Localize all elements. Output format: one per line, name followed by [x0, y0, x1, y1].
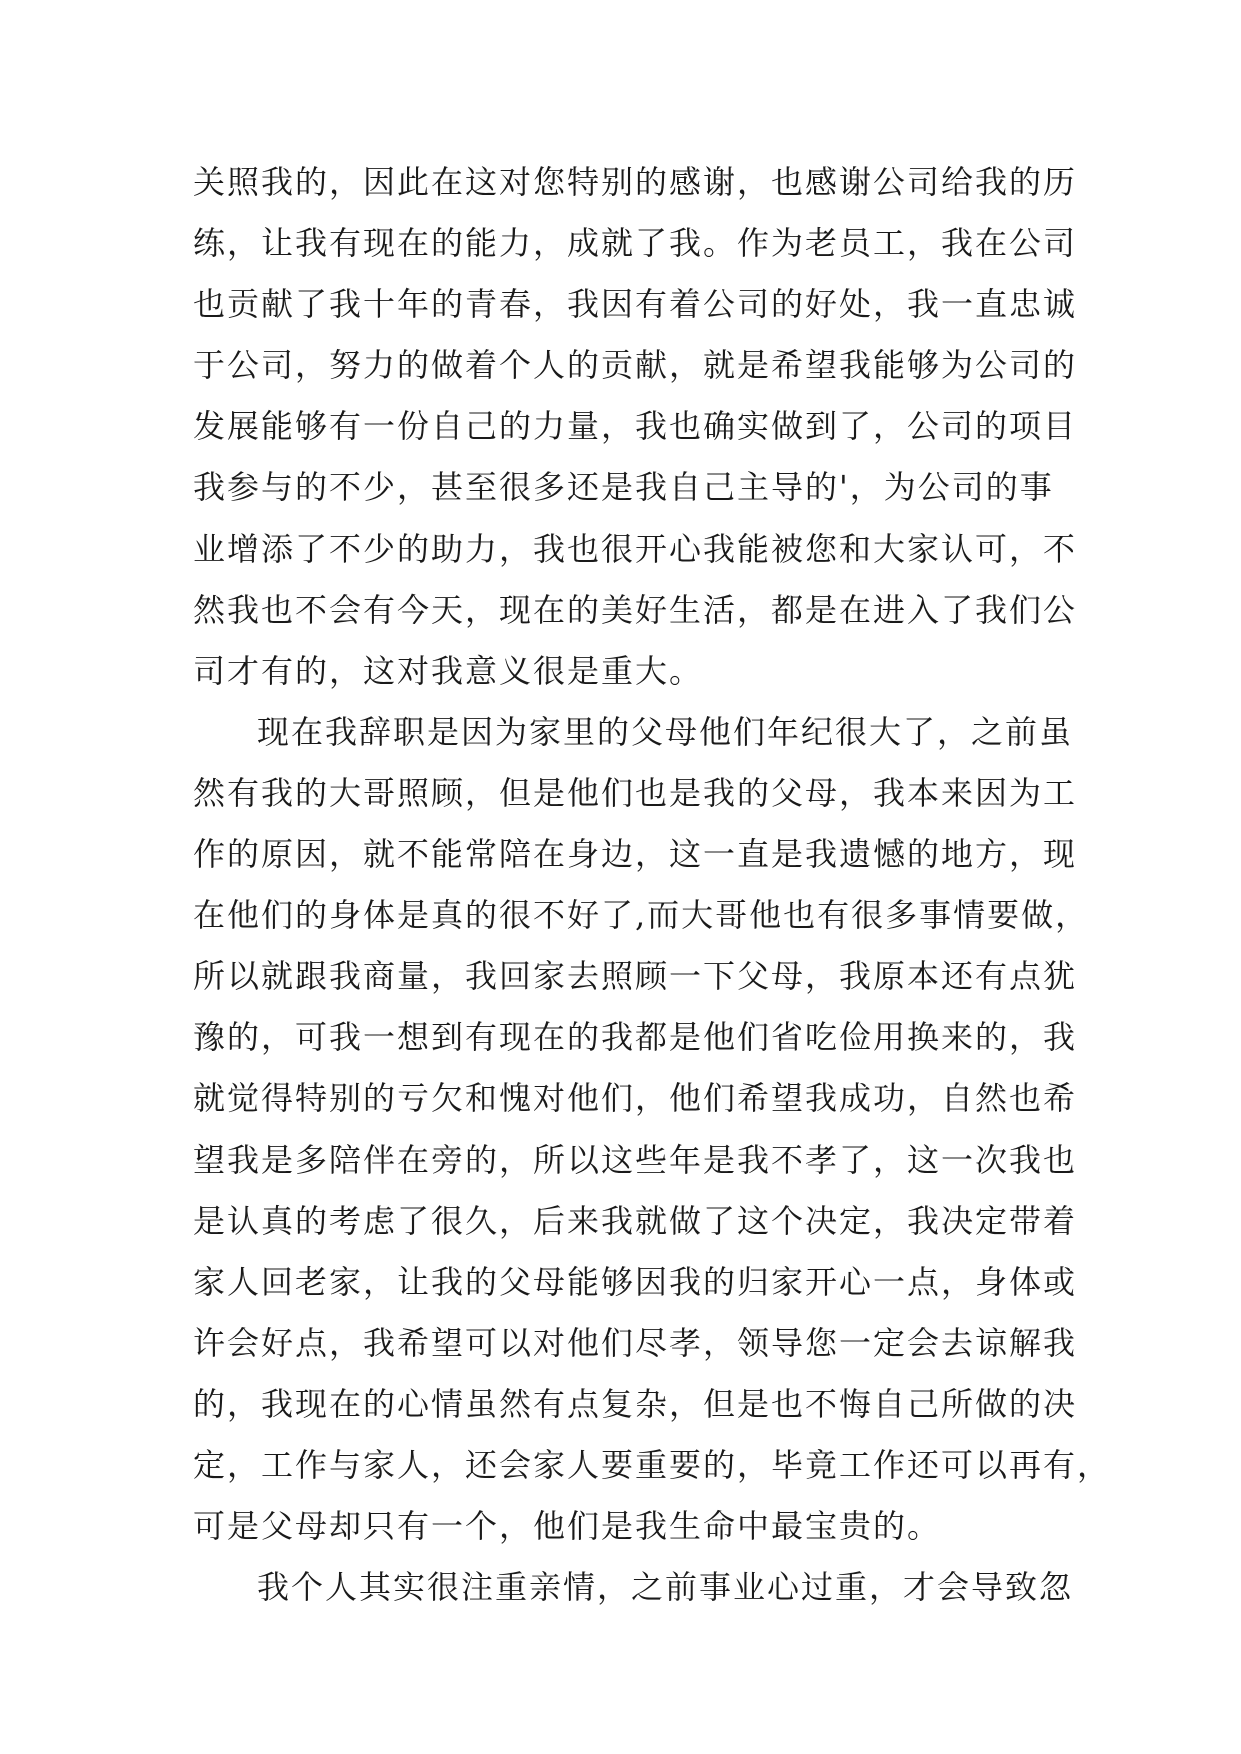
text-line: 的，我现在的心情虽然有点复杂，但是也不悔自己所做的决	[193, 1384, 1078, 1423]
paragraph-first-line: 现在我辞职是因为家里的父母他们年纪很大了，之前虽	[257, 712, 1074, 751]
text-line: 家人回老家，让我的父母能够因我的归家开心一点，身体或	[193, 1262, 1078, 1301]
text-line: 就觉得特别的亏欠和愧对他们，他们希望我成功，自然也希	[193, 1079, 1078, 1118]
text-line: 所以就跟我商量，我回家去照顾一下父母，我原本还有点犹	[193, 957, 1078, 996]
text-line: 然我也不会有今天，现在的美好生活，都是在进入了我们公	[193, 590, 1078, 629]
text-line: 业增添了不少的助力，我也很开心我能被您和大家认可，不	[193, 529, 1078, 568]
text-line: 可是父母却只有一个，他们是我生命中最宝贵的。	[193, 1507, 942, 1546]
body-text	[193, 152, 1112, 1618]
text-line: 我参与的不少，甚至很多还是我自己主导的'，为公司的事	[193, 468, 1054, 507]
text-line: 望我是多陪伴在旁的，所以这些年是我不孝了，这一次我也	[193, 1140, 1078, 1179]
text-line: 在他们的身体是真的很不好了,而大哥他也有很多事情要做，	[193, 896, 1090, 935]
text-line: 关照我的，因此在这对您特别的感谢，也感谢公司给我的历	[193, 163, 1078, 201]
text-line: 于公司，努力的做着个人的贡献，就是希望我能够为公司的	[193, 346, 1078, 385]
text-line: 许会好点，我希望可以对他们尽孝，领导您一定会去谅解我	[193, 1323, 1078, 1362]
text-line: 然有我的大哥照顾，但是他们也是我的父母，我本来因为工	[193, 773, 1078, 812]
paragraph-first-line: 我个人其实很注重亲情，之前事业心过重，才会导致忽	[257, 1568, 1074, 1607]
text-line: 司才有的，这对我意义很是重大。	[193, 651, 704, 690]
text-line: 发展能够有一份自己的力量，我也确实做到了，公司的项目	[193, 407, 1078, 446]
text-line: 作的原因，就不能常陪在身边，这一直是我遗憾的地方，现	[193, 835, 1078, 874]
text-line: 定，工作与家人，还会家人要重要的，毕竟工作还可以再有，	[193, 1445, 1112, 1484]
text-line: 是认真的考虑了很久，后来我就做了这个决定，我决定带着	[193, 1201, 1078, 1240]
text-line: 豫的，可我一想到有现在的我都是他们省吃俭用换来的，我	[193, 1018, 1078, 1057]
text-line: 练，让我有现在的能力，成就了我。作为老员工，我在公司	[193, 224, 1078, 263]
text-line: 也贡献了我十年的青春，我因有着公司的好处，我一直忠诚	[193, 285, 1078, 324]
